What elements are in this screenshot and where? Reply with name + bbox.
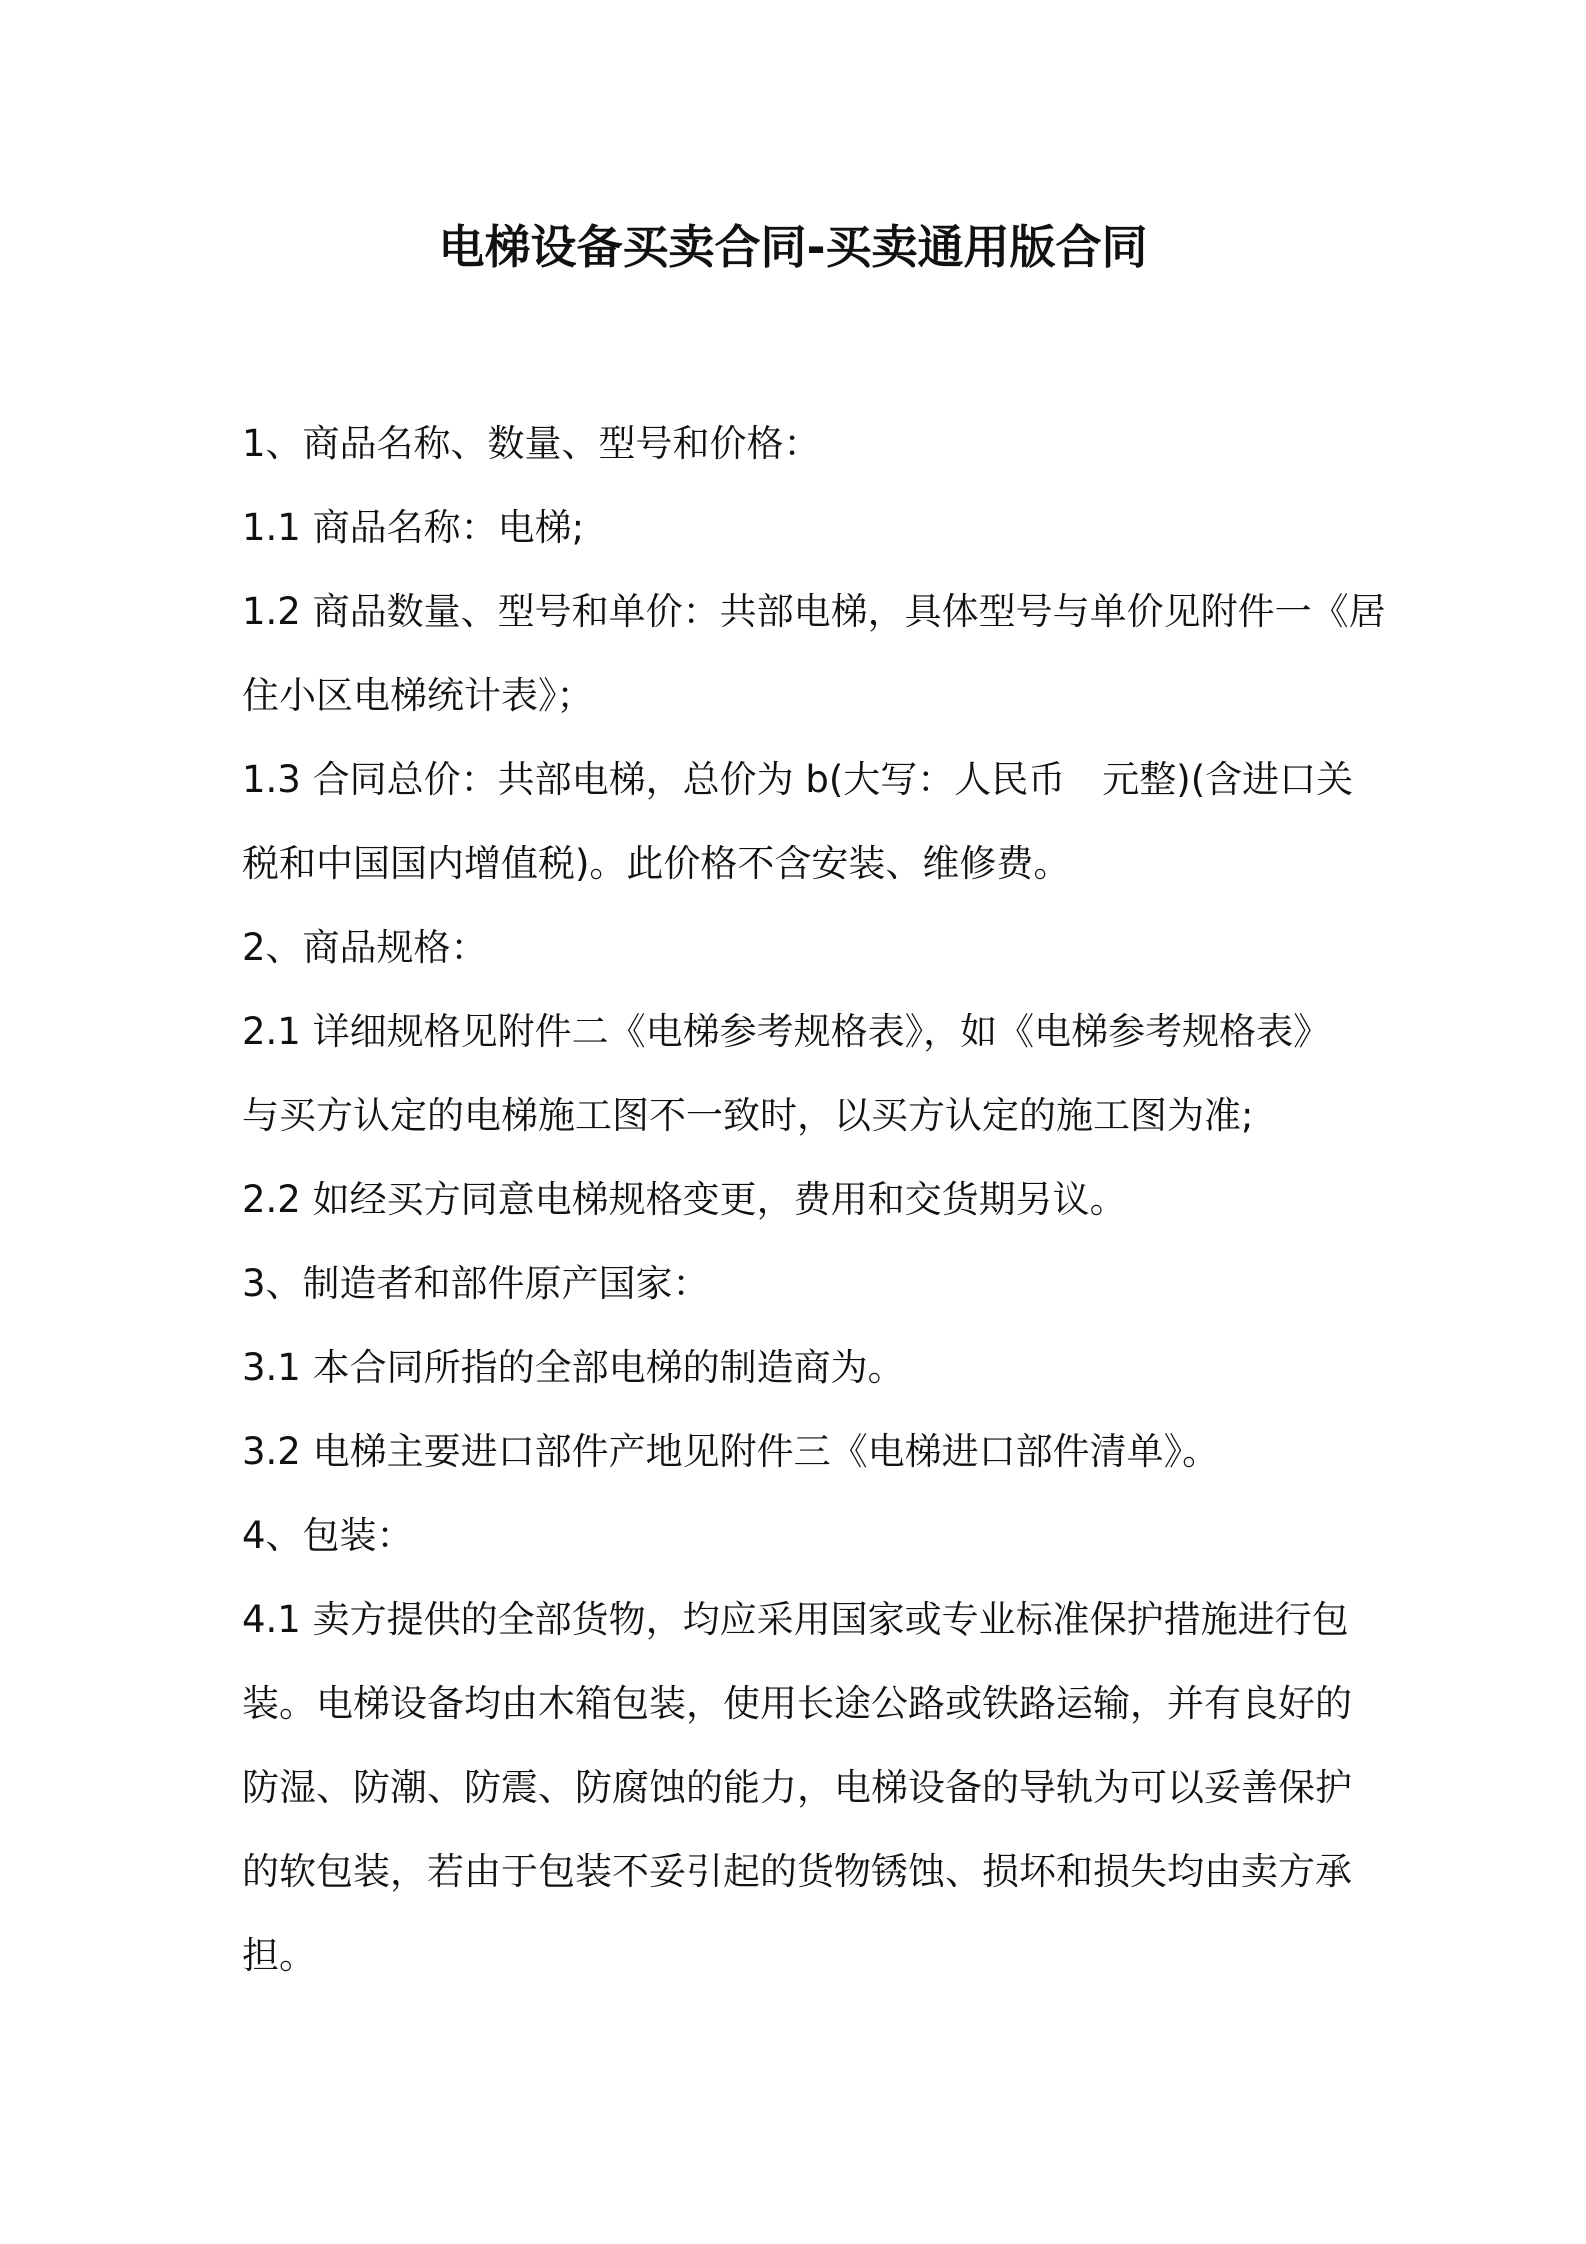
text-line: 2.1 详细规格见附件二《电梯参考规格表》，如《电梯参考规格表》 — [242, 1010, 1331, 1053]
text-line: 防湿、防潮、防震、防腐蚀的能力，电梯设备的导轨为可以妥善保护 — [242, 1766, 1352, 1809]
text-line: 2.2 如经买方同意电梯规格变更，费用和交货期另议。 — [242, 1178, 1127, 1221]
text-line: 3、制造者和部件原产国家： — [242, 1262, 710, 1305]
text-line: 1.1 商品名称：电梯; — [242, 506, 585, 549]
text-line: 担。 — [242, 1934, 316, 1977]
text-line: 2、商品规格： — [242, 926, 488, 969]
text-line: 1.3 合同总价：共部电梯，总价为 b(大写：人民币 元整)(含进口关 — [242, 758, 1354, 801]
text-line: 4、包装： — [242, 1514, 414, 1557]
text-line: 住小区电梯统计表》； — [242, 674, 594, 717]
document-title: 电梯设备买卖合同-买卖通用版合同 — [438, 220, 1148, 274]
text-line: 1、商品名称、数量、型号和价格： — [242, 422, 821, 465]
text-line: 税和中国国内增值税)。此价格不含安装、维修费。 — [242, 842, 1071, 885]
text-line: 与买方认定的电梯施工图不一致时，以买方认定的施工图为准; — [242, 1094, 1254, 1137]
text-line: 装。电梯设备均由木箱包装，使用长途公路或铁路运输，并有良好的 — [242, 1682, 1352, 1725]
text-line: 1.2 商品数量、型号和单价：共部电梯，具体型号与单价见附件一《居 — [242, 590, 1386, 633]
text-line: 3.2 电梯主要进口部件产地见附件三《电梯进口部件清单》。 — [242, 1430, 1220, 1473]
text-line: 的软包装，若由于包装不妥引起的货物锈蚀、损坏和损失均由卖方承 — [242, 1850, 1352, 1893]
text-line: 4.1 卖方提供的全部货物，均应采用国家或专业标准保护措施进行包 — [242, 1598, 1349, 1641]
text-line: 3.1 本合同所指的全部电梯的制造商为。 — [242, 1346, 905, 1389]
document-body — [242, 402, 1386, 1998]
